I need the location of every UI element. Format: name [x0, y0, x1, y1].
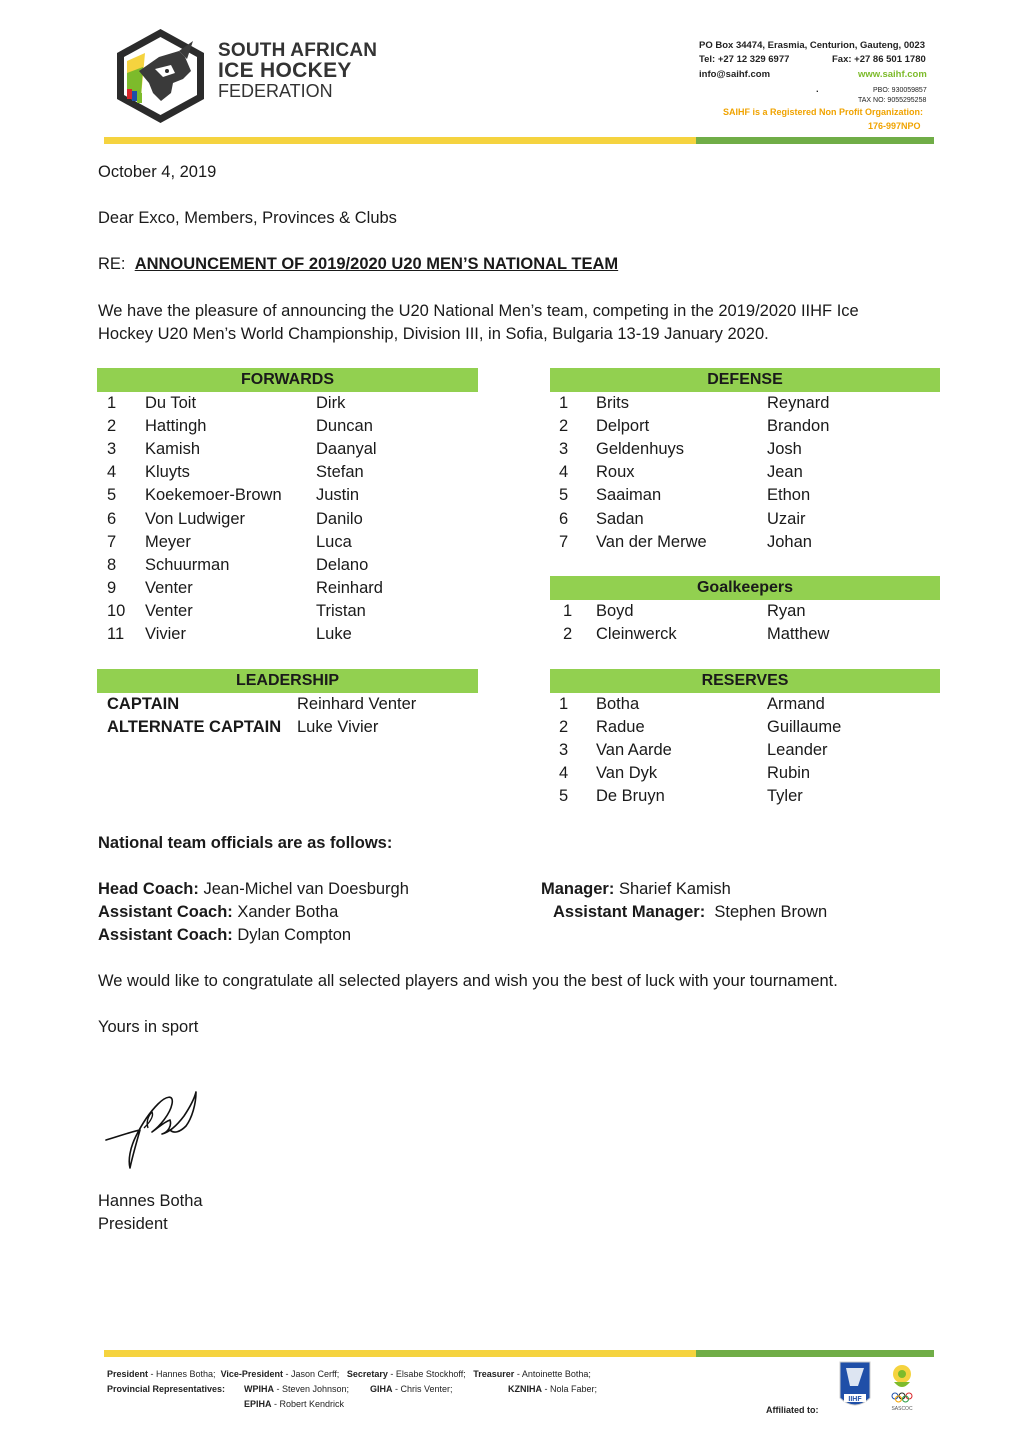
org-name: [218, 41, 377, 101]
signer-title: President: [98, 1215, 168, 1233]
player-number: 9: [107, 578, 117, 597]
manager-name: Sharief Kamish: [618, 880, 731, 898]
player-number: 1: [559, 394, 569, 412]
player-number: 5: [107, 486, 117, 505]
player-number: 5: [559, 787, 569, 806]
player-number: 8: [107, 555, 117, 574]
player-last-name: Kamish: [145, 440, 201, 459]
footer-officers-line: [107, 1367, 591, 1382]
player-number: 2: [559, 417, 569, 436]
player-number: 3: [559, 440, 569, 459]
player-number: 11: [107, 625, 125, 643]
player-number: 2: [559, 718, 569, 737]
signer-name: Hannes Botha: [98, 1192, 203, 1210]
player-last-name: Du Toit: [145, 394, 197, 412]
intro-paragraph: [98, 300, 859, 346]
footer-wpiha: [244, 1382, 349, 1397]
footer-provincial-label: [107, 1382, 225, 1397]
footer-giha-label: GIHA: [370, 1384, 393, 1394]
player-last-name: Cleinwerck: [596, 625, 677, 644]
player-first-name: Dirk: [316, 394, 346, 412]
email-link[interactable]: info@saihf.com: [699, 69, 771, 80]
player-last-name: Kluyts: [145, 463, 190, 482]
player-last-name: Botha: [596, 695, 640, 713]
assistant-coach-name: Xander Botha: [237, 903, 339, 921]
website-link[interactable]: www.saihf.com: [858, 69, 927, 80]
pbo-number: PBO: 930059857: [873, 87, 927, 94]
alt-captain-label: ALTERNATE CAPTAIN: [107, 718, 282, 736]
player-first-name: Rubin: [767, 764, 811, 783]
captain-name: Reinhard Venter: [297, 695, 417, 713]
footer-epiha-name: - Robert Kendrick: [271, 1399, 345, 1409]
letter-date: October 4, 2019: [98, 163, 217, 181]
footer-epiha-label: EPIHA: [244, 1399, 272, 1409]
affiliated-label: Affiliated to:: [766, 1405, 819, 1415]
defense-header: DEFENSE: [550, 368, 940, 392]
player-last-name: De Bruyn: [596, 787, 665, 806]
head-coach-line: [98, 878, 409, 901]
player-first-name: Brandon: [767, 417, 830, 436]
assistant-coach-line-1: [98, 901, 338, 924]
player-last-name: Saaiman: [596, 486, 662, 505]
re-label: RE:: [98, 255, 126, 273]
player-last-name: Van Dyk: [596, 764, 658, 783]
header-bar-yellow: [104, 137, 696, 144]
manager-label: Manager:: [541, 880, 615, 898]
player-first-name: Luke: [316, 625, 352, 643]
player-first-name: Matthew: [767, 625, 830, 644]
player-last-name: Sadan: [596, 509, 644, 528]
leadership-header: LEADERSHIP: [97, 669, 478, 693]
signature-image: [100, 1082, 204, 1174]
player-first-name: Leander: [767, 741, 828, 760]
footer-epiha: [244, 1397, 344, 1412]
player-last-name: Van Aarde: [596, 741, 672, 760]
player-last-name: Venter: [145, 578, 193, 597]
player-number: 3: [107, 440, 117, 459]
reserves-header: RESERVES: [550, 669, 940, 693]
footer-wpiha-name: - Steven Johnson;: [274, 1384, 350, 1394]
npo-line1: SAIHF is a Registered Non Profit Organization:: [723, 107, 924, 117]
player-first-name: Jean: [767, 463, 803, 482]
sascoc-logo-text: SASCOC: [891, 1406, 913, 1412]
salutation: Dear Exco, Members, Provinces & Clubs: [98, 209, 397, 227]
footer-treasurer: - Antoinette Botha;: [514, 1369, 591, 1379]
captain-label: CAPTAIN: [107, 695, 180, 713]
footer-wpiha-label: WPIHA: [244, 1384, 274, 1394]
assistant-coach-label: Assistant Coach:: [98, 926, 233, 944]
player-first-name: Delano: [316, 555, 369, 574]
player-first-name: Luca: [316, 532, 352, 551]
player-last-name: Boyd: [596, 602, 634, 620]
footer-kzniha-name: - Nola Faber;: [542, 1384, 598, 1394]
footer-vp-label: Vice-President: [220, 1369, 283, 1379]
player-first-name: Reynard: [767, 394, 830, 412]
assistant-manager-line: [553, 901, 827, 924]
manager-line: [541, 878, 731, 901]
intro-line1: We have the pleasure of announcing the U20 National Men’s team, competing in the 2019/2020 IIHF Ice: [98, 302, 859, 320]
intro-line2: Hockey U20 Men’s World Championship, Division III, in Sofia, Bulgaria 13-19 January 2020.: [98, 325, 769, 343]
player-last-name: Brits: [596, 394, 629, 412]
player-last-name: Meyer: [145, 532, 191, 551]
tel-line: Tel: +27 12 329 6977: [699, 54, 790, 65]
footer-giha: [370, 1382, 453, 1397]
player-last-name: Koekemoer-Brown: [145, 486, 282, 505]
head-coach-name: Jean-Michel van Doesburgh: [203, 880, 409, 898]
player-last-name: Von Ludwiger: [145, 509, 245, 528]
player-first-name: Reinhard: [316, 578, 383, 597]
player-number: 2: [563, 625, 573, 644]
footer-kzniha: [508, 1382, 597, 1397]
footer-treasurer-label: Treasurer: [473, 1369, 515, 1379]
re-line: [98, 253, 618, 276]
player-first-name: Ethon: [767, 486, 811, 505]
player-first-name: Justin: [316, 486, 360, 505]
player-last-name: Venter: [145, 601, 193, 620]
player-first-name: Tristan: [316, 601, 366, 620]
header-bar-green: [696, 137, 934, 144]
player-number: 3: [559, 741, 569, 760]
footer-bar-yellow: [104, 1350, 696, 1357]
iihf-logo-text: IIHF: [848, 1396, 862, 1403]
player-last-name: Van der Merwe: [596, 532, 707, 551]
player-number: 1: [107, 394, 117, 412]
assistant-coach-line-2: [98, 924, 351, 947]
alt-captain-name: Luke Vivier: [297, 718, 379, 736]
saihf-logo: [113, 27, 208, 125]
tax-number: TAX NO: 9055295258: [858, 97, 927, 104]
player-first-name: Tyler: [767, 787, 803, 806]
re-subject: ANNOUNCEMENT OF 2019/2020 U20 MEN’S NATIONAL TEAM: [134, 255, 619, 273]
footer-president: - Hannes Botha;: [148, 1369, 216, 1379]
footer-kzniha-label: KZNIHA: [508, 1384, 542, 1394]
player-number: 1: [559, 695, 569, 713]
org-name-line1: SOUTH AFRICAN: [218, 40, 378, 61]
player-number: 6: [559, 509, 569, 528]
player-last-name: Roux: [596, 463, 635, 482]
org-name-line2: ICE HOCKEY: [218, 59, 352, 82]
footer-president-label: President: [107, 1369, 149, 1379]
footer-vp: - Jason Cerff;: [282, 1369, 340, 1379]
player-last-name: Geldenhuys: [596, 440, 685, 459]
player-first-name: Danilo: [316, 509, 363, 528]
player-number: 2: [107, 417, 117, 436]
player-number: 10: [107, 601, 126, 620]
address-line: PO Box 34474, Erasmia, Centurion, Gauteng, 0023: [699, 40, 925, 51]
player-last-name: Schuurman: [145, 555, 230, 574]
footer-secretary: - Elsabe Stockhoff;: [387, 1369, 466, 1379]
footer-giha-name: - Chris Venter;: [392, 1384, 453, 1394]
head-coach-label: Head Coach:: [98, 880, 199, 898]
forwards-header: FORWARDS: [97, 368, 478, 392]
footer-bar-green: [696, 1350, 934, 1357]
player-number: 5: [559, 486, 569, 505]
player-first-name: Daanyal: [316, 440, 377, 459]
player-number: 7: [107, 532, 117, 551]
player-last-name: Radue: [596, 718, 645, 737]
footer-secretary-label: Secretary: [346, 1369, 388, 1379]
player-first-name: Uzair: [767, 509, 806, 528]
player-first-name: Ryan: [767, 602, 806, 620]
player-number: 4: [559, 764, 569, 783]
iihf-logo: [838, 1360, 872, 1414]
player-first-name: Duncan: [316, 417, 373, 436]
signoff: Yours in sport: [98, 1018, 199, 1036]
player-first-name: Stefan: [316, 463, 364, 482]
closing-paragraph: We would like to congratulate all selected players and wish you the best of luck with your tournament.: [98, 972, 838, 990]
goalkeepers-header: Goalkeepers: [550, 576, 940, 600]
player-last-name: Vivier: [145, 625, 186, 643]
org-name-line3: FEDERATION: [218, 81, 333, 101]
player-first-name: Johan: [767, 532, 812, 551]
player-first-name: Armand: [767, 695, 825, 713]
footer-prov-label: Provincial Representatives:: [107, 1384, 226, 1394]
officials-heading: National team officials are as follows:: [98, 834, 393, 852]
player-last-name: Delport: [596, 417, 650, 436]
assistant-coach-label: Assistant Coach:: [98, 903, 233, 921]
sascoc-logo: [884, 1362, 920, 1412]
player-last-name: Hattingh: [145, 417, 207, 436]
player-first-name: Josh: [767, 440, 802, 459]
player-number: 4: [559, 463, 569, 482]
fax-line: Fax: +27 86 501 1780: [832, 54, 926, 65]
npo-line2: 176-997NPO: [868, 121, 921, 131]
assistant-coach-name: Dylan Compton: [237, 926, 352, 944]
player-number: 7: [559, 532, 569, 551]
dot: .: [816, 84, 819, 95]
player-number: 1: [563, 602, 573, 620]
assistant-manager-label: Assistant Manager:: [553, 903, 706, 921]
player-number: 4: [107, 463, 117, 482]
player-first-name: Guillaume: [767, 718, 842, 737]
player-number: 6: [107, 509, 117, 528]
assistant-manager-name: Stephen Brown: [714, 903, 828, 921]
